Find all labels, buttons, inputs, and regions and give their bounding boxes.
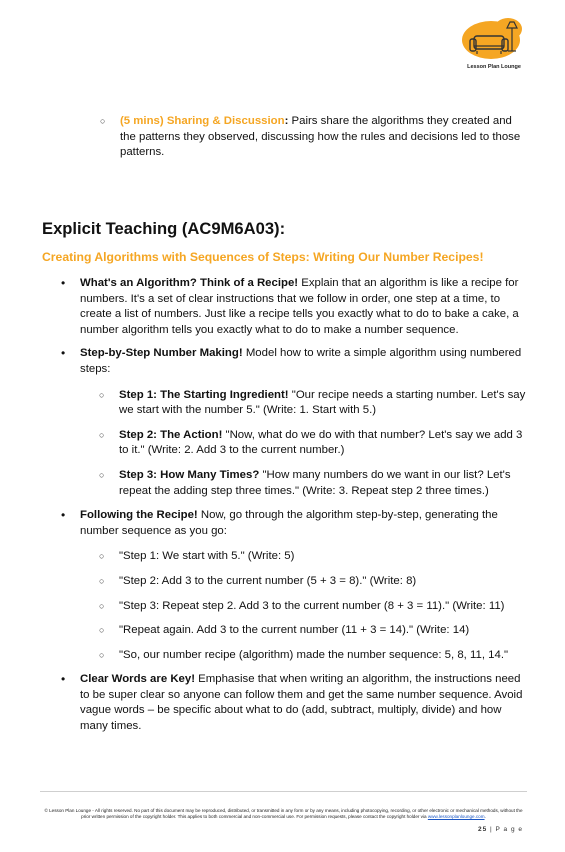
list-item [60, 672, 530, 734]
circle-bullet-icon: ○ [99, 649, 105, 660]
sub-item-title: Step 2: The Action! [119, 428, 223, 441]
item-title: What's an Algorithm? Think of a Recipe! [80, 277, 299, 289]
intro-text: Pairs share the algorithms they created and the patterns they observed, discussing how the rules and decisions led to those patterns. [120, 115, 521, 159]
logo-text: Lesson Plan Lounge [467, 64, 521, 70]
sub-item [99, 623, 530, 639]
sofa-lamp-icon [462, 18, 524, 64]
website-link[interactable]: www.lessonplanlounge.com [427, 814, 485, 820]
circle-bullet-icon: ○ [99, 625, 105, 636]
item-title: Step-by-Step Number Making! [80, 347, 243, 360]
circle-bullet-icon: ○ [99, 600, 105, 611]
circle-bullet-icon: ○ [100, 116, 106, 126]
sub-item [99, 599, 530, 615]
item-title: Following the Recipe! [80, 509, 198, 522]
bullet-icon: • [61, 672, 66, 687]
intro-item [100, 114, 530, 161]
item-text: Model how to write a simple algorithm using numbered steps: [80, 347, 522, 375]
bullet-icon: • [61, 346, 66, 361]
page-label: | P a g e [490, 826, 523, 833]
copyright-text: © Lesson Plan Lounge - All rights reserved. No part of this document may be reproduced, distributed, or transmitted in any form or by any means, including photocopying, recording, or other electronic or mechanical methods, without the prior written permission of the copyright holder. This applies to both commercial and non-commercial use. For permission requests, please contact the copyright holder via [44, 808, 523, 820]
sub-item-text: "Repeat again. Add 3 to the current number (11 + 3 = 14)." (Write: 14) [119, 624, 470, 637]
sub-item [99, 428, 530, 459]
sub-item-title: Step 3: How Many Times? [119, 468, 260, 481]
sub-item [99, 388, 530, 419]
page-footer [40, 791, 527, 833]
circle-bullet-icon: ○ [99, 551, 105, 562]
circle-bullet-icon: ○ [99, 429, 105, 440]
sub-item-text: "Step 3: Repeat step 2. Add 3 to the current number (8 + 3 = 11)." (Write: 11) [119, 599, 505, 612]
brand-logo [458, 18, 530, 74]
circle-bullet-icon: ○ [99, 469, 105, 480]
sub-item-title: Step 1: The Starting Ingredient! [119, 388, 289, 401]
sub-item-text: "Our recipe needs a starting number. Let's say we start with the number 5." (Write: 1. Start with 5.) [119, 388, 526, 417]
sub-item-text: "So, our number recipe (algorithm) made the number sequence: 5, 8, 11, 14." [119, 648, 509, 661]
sub-item-text: "Step 1: We start with 5." (Write: 5) [119, 550, 295, 563]
copyright-notice [40, 808, 527, 821]
sub-item [99, 648, 530, 664]
sub-item-text: "How many numbers do we want in our list? Let's repeat the adding step three times." (Write: 3. Repeat step 2 three times.) [119, 468, 511, 497]
copyright-period: . [484, 814, 486, 820]
circle-bullet-icon: ○ [99, 389, 105, 400]
item-text: Emphasise that when writing an algorithm, the instructions need to be super clear so anyone can follow them and get the same number sequence. Avoid vague words – be specific about what to do (add, subtract, multiply, divide) and how many times. [80, 673, 523, 733]
sub-list [99, 388, 530, 500]
main-content [60, 276, 530, 743]
sub-item-text: "Now, what do we do with that number? Let's say we add 3 to it." (Write: 2. Add 3 to the current number.) [119, 428, 523, 457]
bullet-icon: • [61, 276, 66, 290]
sub-item [99, 468, 530, 499]
sub-item-text: "Step 2: Add 3 to the current number (5 + 3 = 8)." (Write: 8) [119, 574, 417, 587]
intro-label: (5 mins) Sharing & Discussion [120, 115, 285, 127]
page-number-value: 25 [477, 826, 488, 833]
page-number [478, 826, 523, 833]
section-heading: Explicit Teaching (AC9M6A03): [42, 219, 286, 238]
sub-item [99, 574, 530, 590]
sub-list [99, 549, 530, 663]
sub-item [99, 549, 530, 565]
section-subheading: Creating Algorithms with Sequences of Steps: Writing Our Number Recipes! [42, 250, 484, 264]
item-text: Now, go through the algorithm step-by-step, generating the number sequence as you go: [80, 509, 498, 537]
list-item [60, 276, 530, 338]
bullet-icon: • [61, 508, 66, 523]
item-text: Explain that an algorithm is like a recipe for numbers. It's a set of clear instructions that we follow in order, one step at a time, to create a list of numbers. Just like a recipe tells you exactly what to do to bake a cake, a number algorithm tells you exactly what to do to make a number sequence. [80, 277, 519, 336]
list-item [60, 508, 530, 663]
intro-colon: : [284, 115, 289, 127]
item-title: Clear Words are Key! [80, 673, 196, 686]
circle-bullet-icon: ○ [99, 575, 105, 586]
list-item [60, 346, 530, 499]
